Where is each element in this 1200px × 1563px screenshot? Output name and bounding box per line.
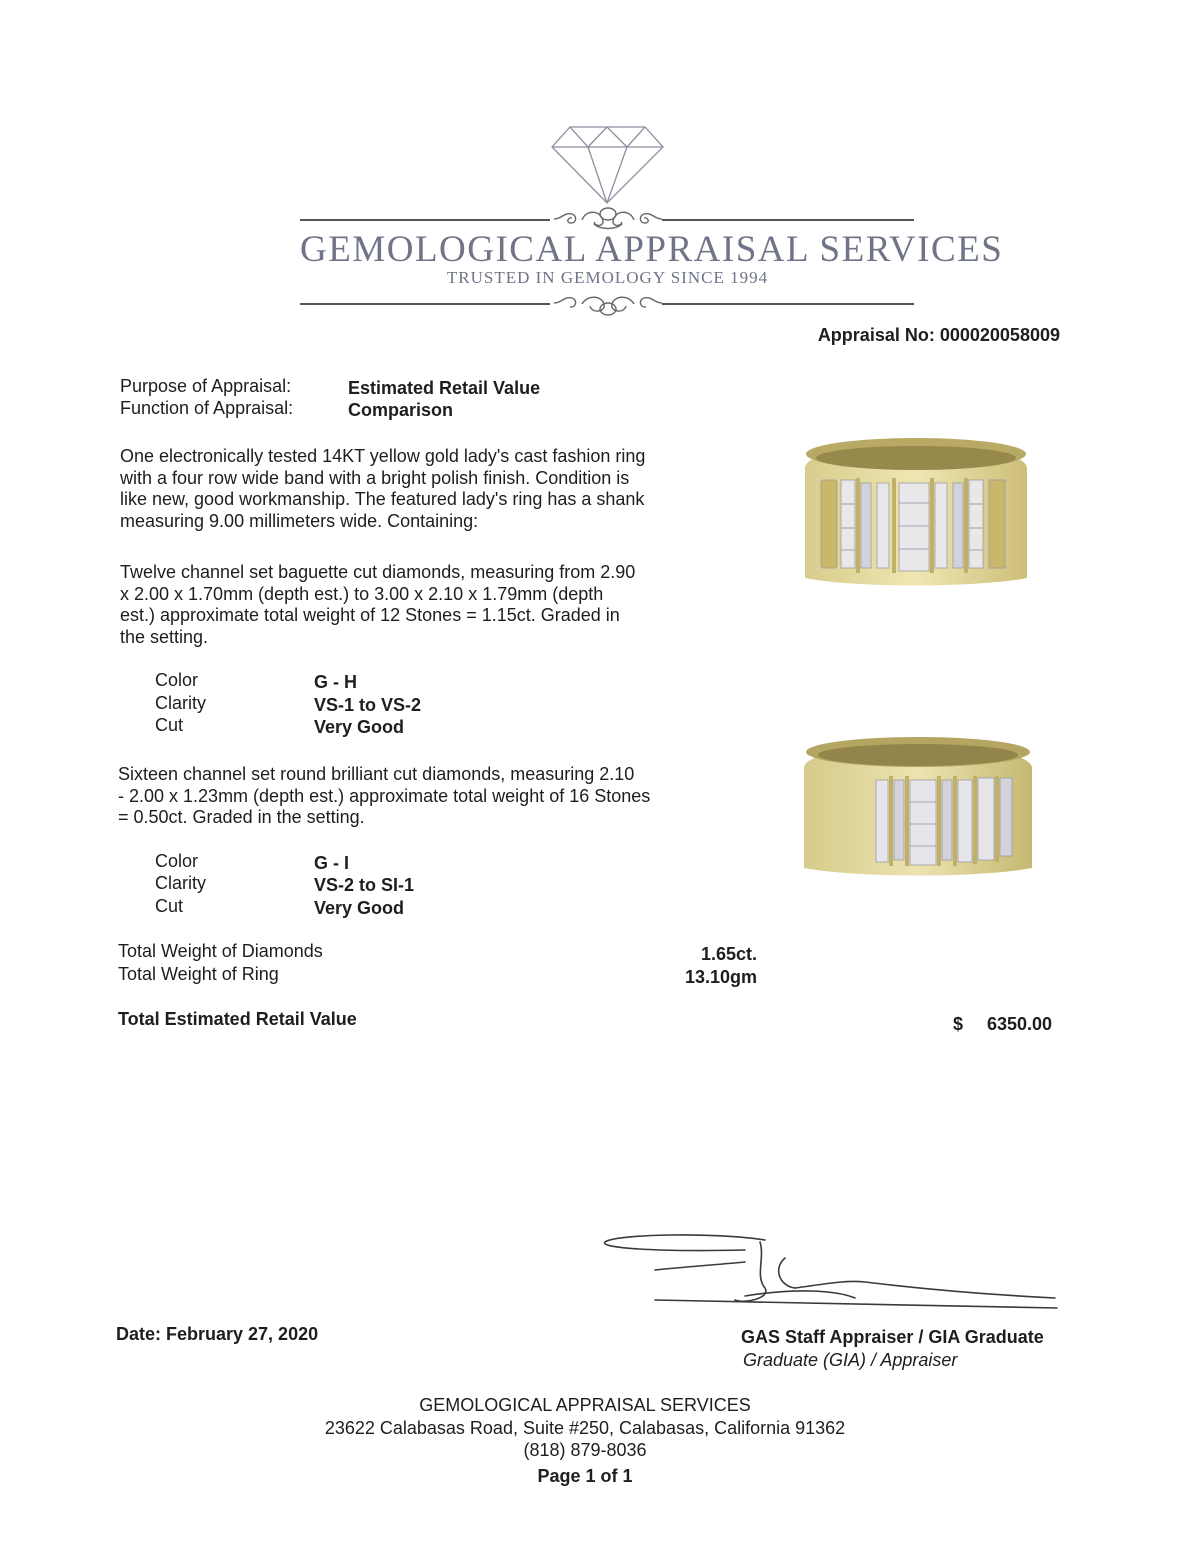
baguette-color-label: Color	[155, 670, 199, 690]
ring-photo-angled	[798, 728, 1038, 878]
description-line: One electronically tested 14KT yellow gold lady's cast fashion ring	[120, 446, 646, 466]
round-clarity-label: Clarity	[155, 873, 207, 893]
total-diamond-weight-value: 1.65ct.	[701, 944, 758, 964]
footer-phone: (818) 879-8036	[523, 1440, 647, 1460]
ring-photo-front	[795, 428, 1035, 588]
footer-company: GEMOLOGICAL APPRAISAL SERVICES	[419, 1395, 751, 1415]
round-line: - 2.00 x 1.23mm (depth est.) approximate total weight of 16 Stones	[118, 785, 651, 806]
total-retail-value-label: Total Estimated Retail Value	[118, 1009, 357, 1029]
round-line: = 0.50ct. Graded in the setting.	[118, 807, 365, 827]
baguette-cut-label: Cut	[155, 715, 184, 735]
appraisal-number	[818, 325, 1060, 346]
round-cut-value: Very Good	[314, 898, 405, 918]
company-tagline: TRUSTED IN GEMOLOGY SINCE 1994	[446, 268, 769, 287]
diamond-icon	[550, 125, 665, 205]
company-name: GEMOLOGICAL APPRAISAL SERVICES	[300, 229, 1004, 270]
function-label: Function of Appraisal:	[120, 398, 294, 418]
baguette-line: the setting.	[120, 626, 209, 647]
baguette-clarity-label: Clarity	[155, 693, 207, 713]
appraisal-date: Date: February 27, 2020	[116, 1324, 319, 1344]
baguette-clarity-value: VS-1 to VS-2	[314, 695, 422, 715]
logo-rule-bottom-left	[300, 303, 550, 305]
appraisal-number-label: Appraisal No:	[817, 325, 935, 345]
total-ring-weight-value: 13.10gm	[685, 967, 758, 987]
baguette-color-value: G - H	[314, 672, 357, 692]
description-line: measuring 9.00 millimeters wide. Containing:	[120, 510, 479, 531]
function-value: Comparison	[348, 400, 454, 420]
baguette-line: est.) approximate total weight of 12 Stones = 1.15ct. Graded in	[120, 605, 620, 625]
purpose-label: Purpose of Appraisal:	[120, 376, 292, 396]
total-retail-value: 6350.00	[987, 1014, 1053, 1034]
round-clarity-value: VS-2 to SI-1	[314, 875, 415, 895]
baguette-cut-value: Very Good	[314, 717, 405, 737]
total-diamond-weight-label: Total Weight of Diamonds	[118, 941, 323, 961]
appraiser-subtitle: Graduate (GIA) / Appraiser	[743, 1350, 958, 1370]
baguette-description	[120, 562, 710, 648]
round-color-value: G - I	[314, 853, 349, 873]
appraiser-title: GAS Staff Appraiser / GIA Graduate	[741, 1327, 1044, 1347]
currency-symbol: $	[953, 1014, 964, 1034]
description-line: with a four row wide band with a bright polish finish. Condition is	[120, 467, 630, 488]
baguette-line: x 2.00 x 1.70mm (depth est.) to 3.00 x 2.10 x 1.79mm (depth	[120, 583, 604, 604]
purpose-value: Estimated Retail Value	[348, 378, 541, 398]
description-line: like new, good workmanship. The featured lady's ring has a shank	[120, 489, 645, 509]
round-cut-label: Cut	[155, 896, 184, 916]
appraiser-signature	[595, 1228, 1065, 1318]
round-color-label: Color	[155, 851, 199, 871]
page-number: Page 1 of 1	[537, 1466, 633, 1486]
company-logo	[0, 0, 1200, 330]
baguette-line: Twelve channel set baguette cut diamonds, measuring from 2.90	[120, 562, 636, 582]
scroll-ornament-bottom-icon	[552, 290, 664, 318]
round-line: Sixteen channel set round brilliant cut diamonds, measuring 2.10	[118, 764, 635, 784]
round-description	[118, 764, 718, 829]
footer-address: 23622 Calabasas Road, Suite #250, Calabasas, California 91362	[324, 1418, 846, 1438]
appraisal-number-value: 000020058009	[939, 325, 1060, 345]
logo-rule-top-right	[662, 219, 914, 221]
logo-rule-bottom-right	[662, 303, 914, 305]
total-ring-weight-label: Total Weight of Ring	[118, 964, 279, 984]
logo-rule-top-left	[300, 219, 550, 221]
ring-description	[120, 446, 710, 532]
